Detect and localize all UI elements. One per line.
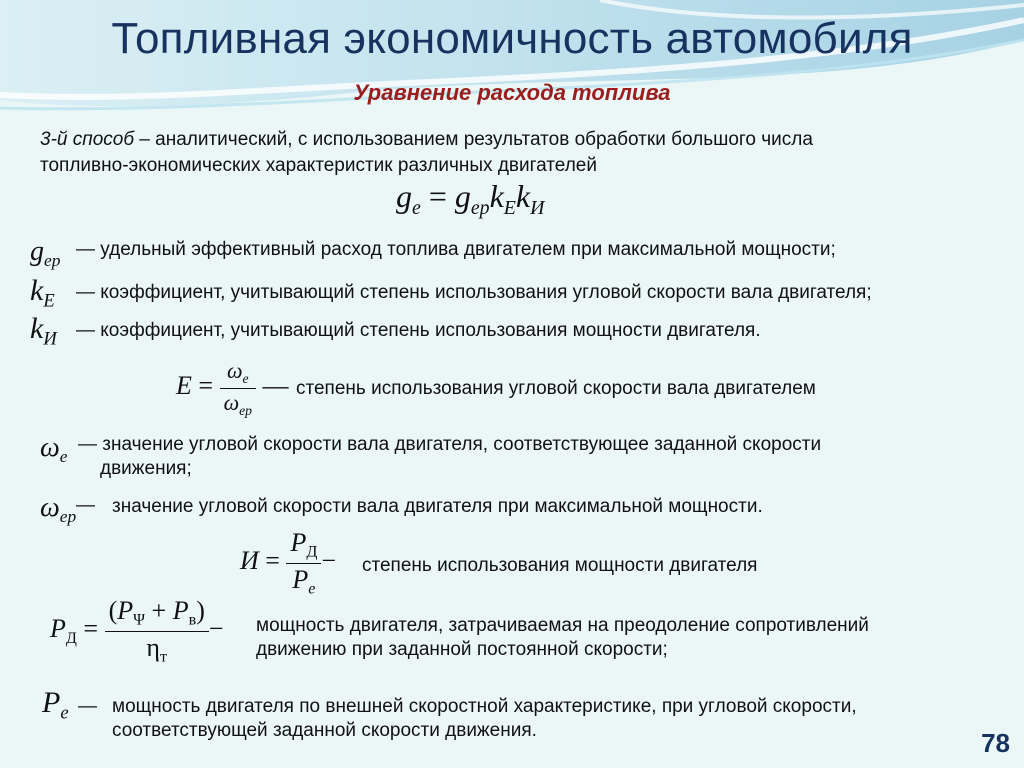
page-number: 78: [981, 728, 1010, 758]
Pe-definition-1: мощность двигателя по внешней скоростной характеристике, при угловой скорости,: [112, 696, 857, 717]
Pd-definition-1: мощность двигателя, затрачиваемая на преодоление сопротивлений: [256, 615, 869, 636]
we-symbol: $\omega_e$: [40, 432, 68, 467]
Pe-definition-2: соответствующей заданной скорости движения.: [112, 720, 537, 741]
I-formula: И = $\frac{P_Д}{P_e}$ −: [240, 528, 337, 598]
Pe-symbol: $P_e$: [42, 686, 69, 724]
we-definition-1: — значение угловой скорости вала двигателя, соответствующее заданной скорости: [78, 434, 822, 455]
intro-line-1: [40, 128, 813, 152]
E-formula: E = $\frac{\omega_e}{\omega_{ep}}$ —: [176, 358, 289, 418]
kI-definition: — коэффициент, учитывающий степень использования мощности двигателя.: [76, 320, 761, 341]
wep-dash: —: [76, 495, 95, 516]
Pd-definition-2: движению при заданной постоянной скорости;: [256, 639, 668, 660]
I-fraction: $\frac{P_Д}{P_e}$: [286, 528, 321, 598]
main-formula: $g_e = g_{ep}k_Ek_И$: [396, 178, 545, 219]
Pe-dash: —: [78, 696, 97, 717]
intro-method: 3-й способ: [40, 129, 135, 150]
I-definition: степень использования мощности двигателя: [362, 555, 758, 576]
Pd-formula: $P_Д$ = $\frac{(P_\Psi + P_в)}{\eta_т}$ −: [50, 596, 224, 666]
slide-title: Топливная экономичность автомобиля: [111, 14, 913, 63]
kE-definition: — коэффициент, учитывающий степень использования угловой скорости вала двигателя;: [76, 282, 872, 303]
E-definition: степень использования угловой скорости вала двигателем: [296, 378, 816, 399]
we-definition-2: движения;: [100, 458, 192, 479]
kE-symbol: $k_E$: [30, 274, 55, 312]
E-fraction: $\frac{\omega_e}{\omega_{ep}}$: [220, 358, 256, 419]
Pd-fraction: $\frac{(P_\Psi + P_в)}{\eta_т}$: [105, 596, 209, 666]
gep-symbol: $g_{ep}$: [30, 236, 61, 271]
gep-definition: — удельный эффективный расход топлива двигателем при максимальной мощности;: [76, 239, 836, 260]
intro-line-2: топливно-экономических характеристик различных двигателей: [40, 155, 597, 176]
kI-symbol: $k_И$: [30, 312, 57, 350]
wep-definition: значение угловой скорости вала двигателя при максимальной мощности.: [112, 496, 763, 517]
wep-symbol: $\omega_{ep}$: [40, 492, 77, 527]
formula-eq: =: [420, 178, 455, 214]
formula-lhs: g: [396, 178, 412, 214]
intro-text-1: – аналитический, с использованием результатов обработки большого числа: [134, 129, 813, 150]
slide-subtitle: Уравнение расхода топлива: [353, 80, 671, 105]
